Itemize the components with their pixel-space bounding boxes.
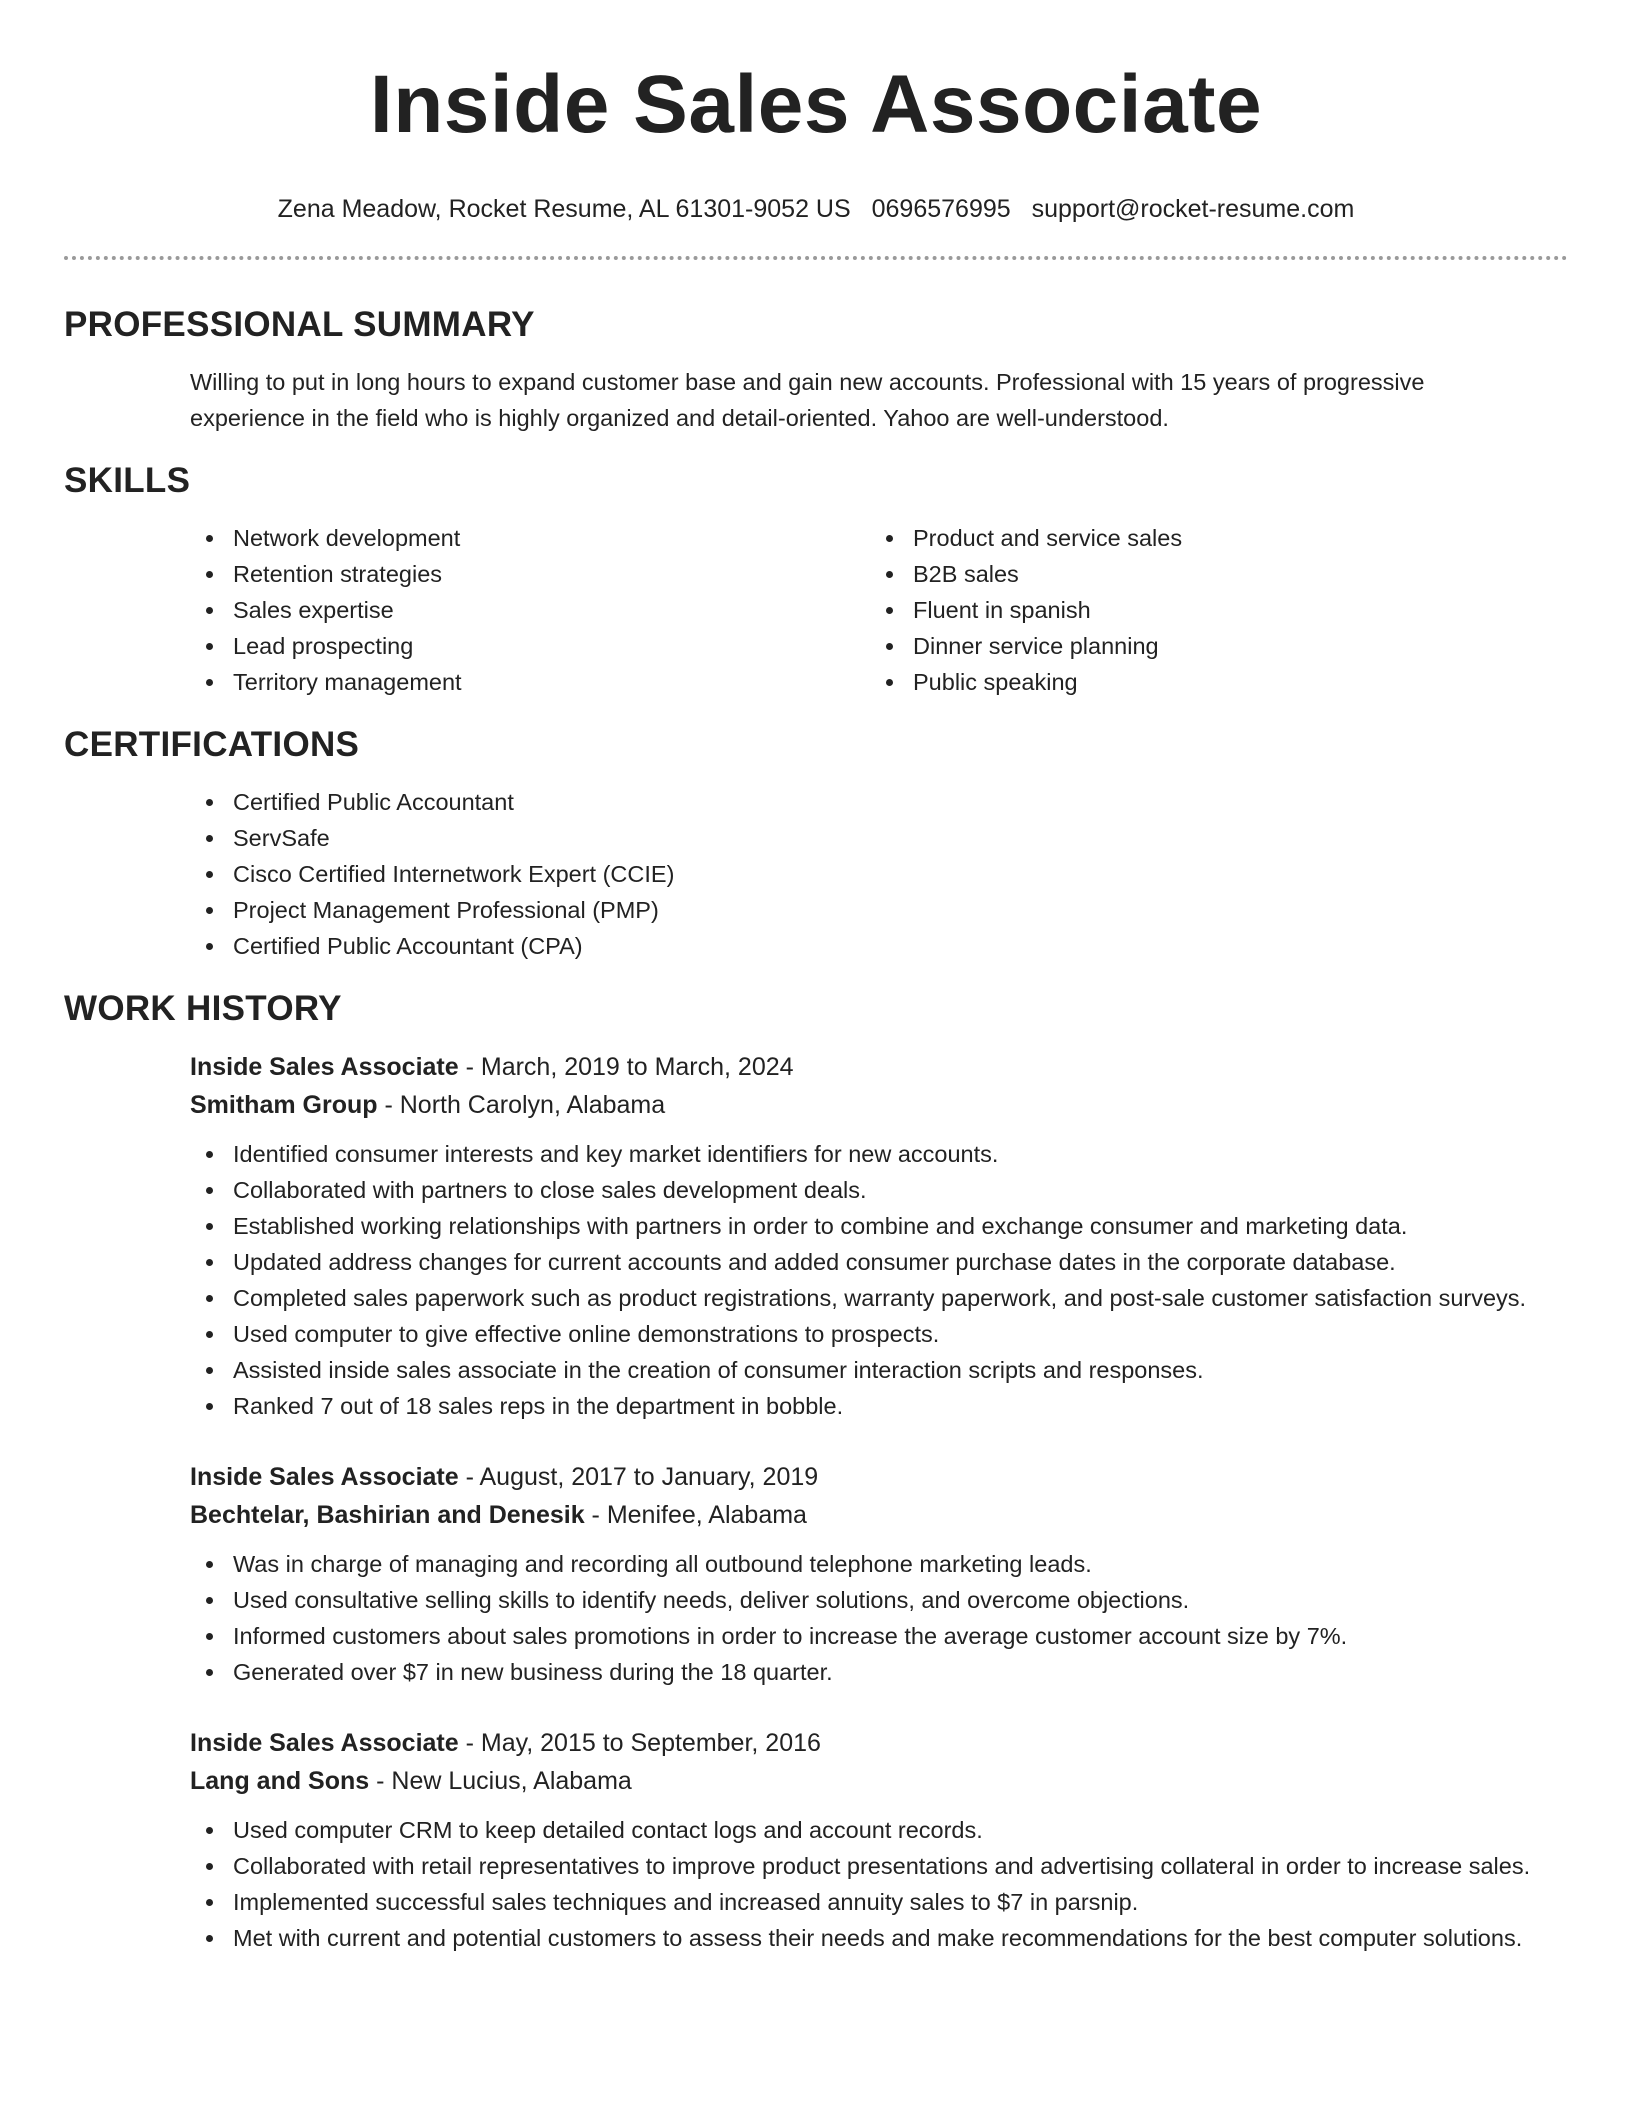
summary-line-1: Willing to put in long hours to expand customer base and gain new accounts. Professional with 15 years of progressive <box>190 369 1425 395</box>
work-history-heading: WORK HISTORY <box>64 989 342 1028</box>
job-bullets <box>190 1136 1568 1424</box>
job-bullet: Assisted inside sales associate in the creation of consumer interaction scripts and responses. <box>190 1352 1568 1388</box>
job-entry <box>64 1724 1568 1956</box>
certification-item: ServSafe <box>190 820 1568 856</box>
job-bullet: Used computer CRM to keep detailed contact logs and account records. <box>190 1812 1568 1848</box>
job-bullet: Used consultative selling skills to identify needs, deliver solutions, and overcome objections. <box>190 1582 1568 1618</box>
certification-item: Project Management Professional (PMP) <box>190 892 1568 928</box>
job-bullet: Used computer to give effective online demonstrations to prospects. <box>190 1316 1568 1352</box>
certifications-list <box>64 784 1568 964</box>
skills-left-column <box>190 520 870 700</box>
job-bullet: Collaborated with partners to close sales development deals. <box>190 1172 1568 1208</box>
skill-item: Network development <box>190 520 870 556</box>
summary-line-2: experience in the field who is highly organized and detail-oriented. Yahoo are well-understood. <box>190 405 1169 431</box>
job-title: Inside Sales Associate <box>190 1463 459 1491</box>
job-bullet: Implemented successful sales techniques and increased annuity sales to $7 in parsnip. <box>190 1884 1568 1920</box>
job-location: - Menifee, Alabama <box>584 1501 807 1529</box>
job-title-line <box>190 1724 1568 1762</box>
skill-item: Lead prospecting <box>190 628 870 664</box>
job-bullet: Informed customers about sales promotions in order to increase the average customer account size by 7%. <box>190 1618 1568 1654</box>
job-company-line <box>190 1762 1568 1800</box>
certification-item: Cisco Certified Internetwork Expert (CCIE) <box>190 856 1568 892</box>
skills-list <box>64 520 1568 700</box>
skill-item: Sales expertise <box>190 592 870 628</box>
job-company-line <box>190 1086 1568 1124</box>
job-dates: - May, 2015 to September, 2016 <box>458 1729 821 1757</box>
certification-item: Certified Public Accountant <box>190 784 1568 820</box>
job-bullet: Established working relationships with partners in order to combine and exchange consumer and marketing data. <box>190 1208 1568 1244</box>
job-bullet: Updated address changes for current accounts and added consumer purchase dates in the corporate database. <box>190 1244 1568 1280</box>
skill-item: Fluent in spanish <box>870 592 1550 628</box>
summary-text <box>64 364 1568 436</box>
job-company: Lang and Sons <box>190 1767 370 1795</box>
job-bullet: Identified consumer interests and key market identifiers for new accounts. <box>190 1136 1568 1172</box>
contact-line <box>64 194 1568 224</box>
job-bullet: Ranked 7 out of 18 sales reps in the department in bobble. <box>190 1388 1568 1424</box>
skill-item: Territory management <box>190 664 870 700</box>
job-bullets <box>190 1812 1568 1956</box>
job-bullet: Was in charge of managing and recording all outbound telephone marketing leads. <box>190 1546 1568 1582</box>
job-dates: - March, 2019 to March, 2024 <box>458 1053 794 1081</box>
job-title-line <box>190 1048 1568 1086</box>
contact-email: support@rocket-resume.com <box>1031 195 1355 223</box>
job-company-line <box>190 1496 1568 1534</box>
job-bullets <box>190 1546 1568 1690</box>
contact-address: Zena Meadow, Rocket Resume, AL 61301-9052 US <box>277 195 851 223</box>
job-bullet: Generated over $7 in new business during the 18 quarter. <box>190 1654 1568 1690</box>
resume-title: Inside Sales Associate <box>369 59 1263 150</box>
skill-item: B2B sales <box>870 556 1550 592</box>
skills-heading: SKILLS <box>64 461 191 500</box>
job-location: - North Carolyn, Alabama <box>377 1091 666 1119</box>
skill-item: Dinner service planning <box>870 628 1550 664</box>
skill-item: Retention strategies <box>190 556 870 592</box>
skills-right-column <box>870 520 1550 700</box>
job-dates: - August, 2017 to January, 2019 <box>458 1463 819 1491</box>
job-entry <box>64 1458 1568 1690</box>
job-location: - New Lucius, Alabama <box>369 1767 632 1795</box>
job-company: Smitham Group <box>190 1091 378 1119</box>
job-title-line <box>190 1458 1568 1496</box>
job-bullet: Met with current and potential customers to assess their needs and make recommendations for the best computer solutions. <box>190 1920 1568 1956</box>
skill-item: Public speaking <box>870 664 1550 700</box>
job-entry <box>64 1048 1568 1424</box>
certifications-heading: CERTIFICATIONS <box>64 725 360 764</box>
certification-item: Certified Public Accountant (CPA) <box>190 928 1568 964</box>
job-company: Bechtelar, Bashirian and Denesik <box>190 1501 585 1529</box>
job-title: Inside Sales Associate <box>190 1729 459 1757</box>
summary-heading: PROFESSIONAL SUMMARY <box>64 305 535 344</box>
header-divider <box>64 256 1568 260</box>
job-bullet: Completed sales paperwork such as product registrations, warranty paperwork, and post-sale customer satisfaction surveys. <box>190 1280 1568 1316</box>
contact-phone: 0696576995 <box>871 195 1011 223</box>
skill-item: Product and service sales <box>870 520 1550 556</box>
job-bullet: Collaborated with retail representatives to improve product presentations and advertising collateral in order to increase sales. <box>190 1848 1568 1884</box>
job-title: Inside Sales Associate <box>190 1053 459 1081</box>
